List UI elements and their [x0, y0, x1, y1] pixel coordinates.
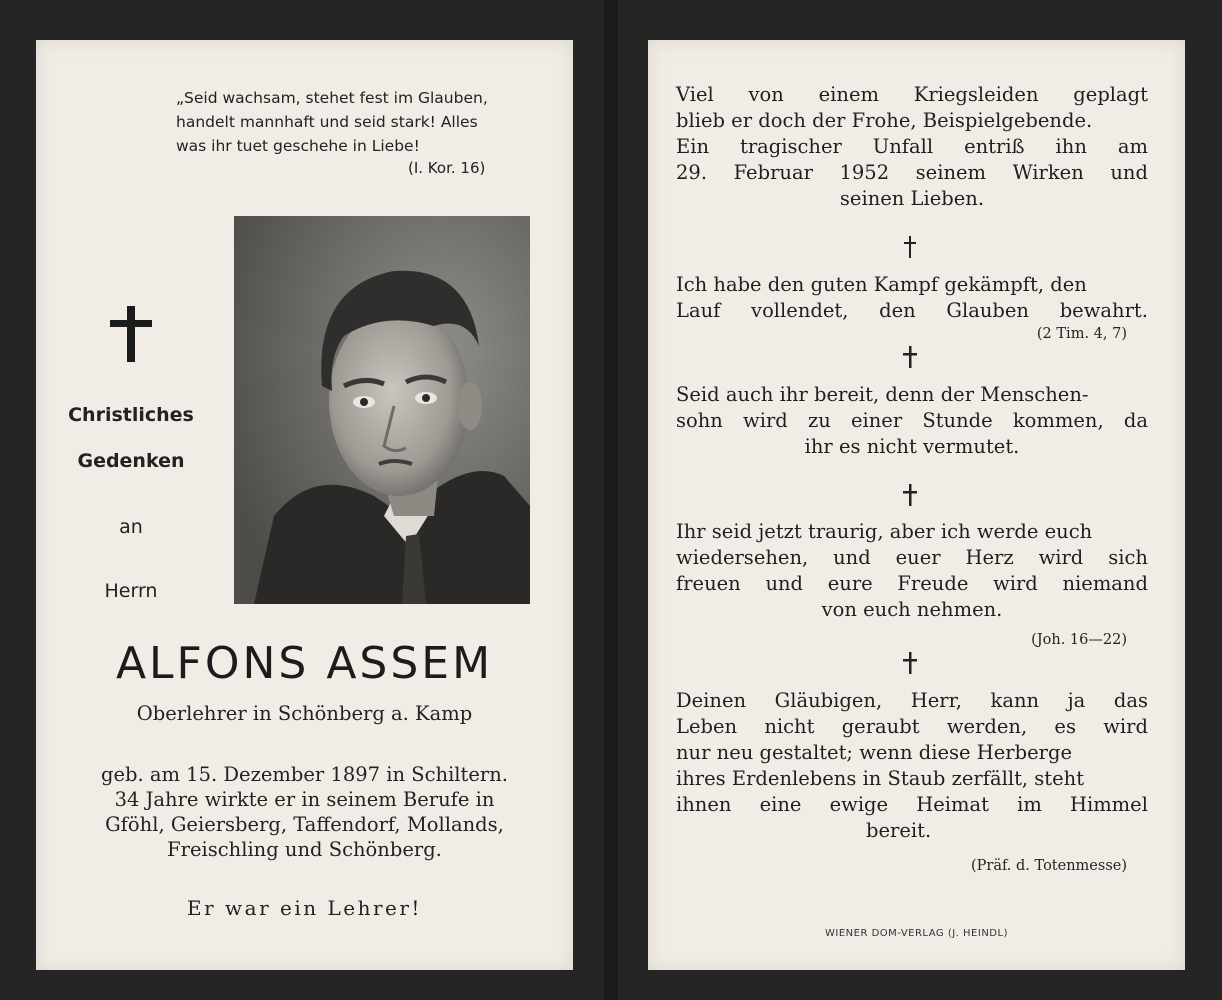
word: am [1117, 135, 1148, 158]
word: Gläubigen, [774, 689, 883, 712]
word: einer [850, 409, 903, 432]
occupation: Oberlehrer in Schönberg a. Kamp [136, 702, 473, 725]
motto-line: handelt mannhaft und seid stark! Alles [176, 113, 478, 131]
portrait-photo [234, 216, 530, 604]
word: freuen [676, 572, 741, 595]
heading-gedenken: Gedenken [77, 450, 185, 472]
word: Ein [676, 135, 710, 158]
text-line [676, 688, 1148, 714]
word: eine [759, 793, 802, 816]
word: von euch nehmen. [821, 598, 1003, 621]
word: vollendet, [751, 299, 849, 322]
word: Viel [676, 83, 714, 106]
word: seinen Lieben. [839, 187, 985, 210]
right-panel [648, 40, 1185, 970]
word: nicht [764, 715, 815, 738]
quote-totenmesse-reference: (Präf. d. Totenmesse) [970, 858, 1127, 874]
word: eure [827, 572, 873, 595]
word: Kriegsleiden [913, 83, 1039, 106]
text-line [676, 740, 1148, 766]
word: kommen, [1012, 409, 1104, 432]
word: Seid auch ihr bereit, denn der Menschen- [676, 383, 1089, 406]
word: entriß [964, 135, 1025, 158]
word: zu [807, 409, 831, 432]
heading-christliches: Christliches [68, 404, 194, 426]
word: 29. [676, 161, 708, 184]
cross-icon [902, 652, 918, 674]
text-line [676, 134, 1148, 160]
word: Ihr seid jetzt traurig, aber ich werde euch [676, 520, 1093, 543]
word: geraubt [841, 715, 920, 738]
word: blieb er doch der Frohe, Beispielgebende. [676, 109, 1093, 132]
text-line [676, 186, 1148, 212]
word: ewige [829, 793, 889, 816]
word: tragischer [739, 135, 842, 158]
motto-line: „Seid wachsam, stehet fest im Glauben, [176, 89, 488, 107]
text-line [676, 766, 1148, 792]
text-line [676, 160, 1148, 186]
text-line [676, 571, 1148, 597]
word: das [1113, 689, 1148, 712]
word: Deinen [676, 689, 747, 712]
left-panel [36, 40, 573, 970]
word: geplagt [1073, 83, 1148, 106]
quote-tim-reference: (2 Tim. 4, 7) [1036, 326, 1127, 342]
word: Herr, [910, 689, 962, 712]
word: bewahrt. [1059, 299, 1148, 322]
bio-line: Freischling und Schönberg. [167, 838, 442, 861]
heading-herrn: Herrn [104, 580, 158, 602]
text-line [676, 298, 1148, 324]
word: kann [990, 689, 1040, 712]
publisher-imprint: WIENER DOM-VERLAG (J. HEINDL) [825, 928, 1008, 939]
word: wird [743, 409, 788, 432]
word: den [879, 299, 916, 322]
cross-icon [902, 236, 918, 258]
text-line [676, 818, 1148, 844]
word: ihr es nicht vermutet. [804, 435, 1020, 458]
word: Februar [733, 161, 813, 184]
word: im [1017, 793, 1042, 816]
text-line [676, 82, 1148, 108]
word: Himmel [1069, 793, 1148, 816]
text-line [676, 408, 1148, 434]
motto-line: was ihr tuet geschehe in Liebe! [176, 137, 420, 155]
word: Heimat [916, 793, 989, 816]
word: und [765, 572, 804, 595]
word: ihn [1055, 135, 1087, 158]
biography [58, 762, 551, 862]
text-line [676, 108, 1148, 134]
text-line [676, 519, 1148, 545]
word: nur neu gestaltet; wenn diese Herberge [676, 741, 1072, 764]
text-line [676, 382, 1148, 408]
word: und [1110, 161, 1148, 184]
word: Wirken [1012, 161, 1084, 184]
large-cross-icon [110, 306, 152, 362]
bio-line: geb. am 15. Dezember 1897 in Schiltern. [100, 763, 509, 786]
paragraph-accident [676, 82, 1148, 212]
word: niemand [1062, 572, 1148, 595]
word: ihnen [676, 793, 732, 816]
deceased-name: ALFONS ASSEM [115, 638, 494, 689]
word: sohn [676, 409, 723, 432]
word: 1952 [839, 161, 890, 184]
quote-totenmesse [676, 688, 1148, 844]
quote-menschensohn [676, 382, 1148, 460]
word: ja [1067, 689, 1086, 712]
word: Glauben [946, 299, 1029, 322]
word: wird [1038, 546, 1084, 569]
word: wird [993, 572, 1038, 595]
word: seinem [915, 161, 987, 184]
closing-line: Er war ein Lehrer! [187, 896, 422, 920]
motto-reference: (I. Kor. 16) [408, 159, 486, 177]
motto-quote [176, 86, 536, 158]
word: Stunde [922, 409, 993, 432]
quote-joh-reference: (Joh. 16—22) [1031, 632, 1127, 648]
word: bereit. [866, 819, 932, 842]
word: einem [818, 83, 879, 106]
word: da [1123, 409, 1148, 432]
card-fold [604, 0, 618, 1000]
cross-icon [902, 484, 918, 506]
word: Leben [676, 715, 738, 738]
text-line [676, 434, 1148, 460]
text-line [676, 792, 1148, 818]
quote-tim [676, 272, 1148, 324]
word: von [748, 83, 784, 106]
text-line [676, 597, 1148, 623]
text-line [676, 545, 1148, 571]
bio-line: Gföhl, Geiersberg, Taffendorf, Mollands, [105, 813, 504, 836]
text-line [676, 714, 1148, 740]
word: ihres Erdenlebens in Staub zerfällt, steht [676, 767, 1085, 790]
word: und [833, 546, 871, 569]
text-line [676, 272, 1148, 298]
word: wiedersehen, [676, 546, 809, 569]
heading-an: an [119, 516, 143, 538]
word: werden, [946, 715, 1028, 738]
word: Herz [965, 546, 1014, 569]
word: Lauf [676, 299, 721, 322]
bio-line: 34 Jahre wirkte er in seinem Berufe in [114, 788, 495, 811]
word: Ich habe den guten Kampf gekämpft, den [676, 273, 1087, 296]
quote-joh [676, 519, 1148, 623]
word: es [1054, 715, 1076, 738]
word: euer [895, 546, 941, 569]
word: Unfall [872, 135, 934, 158]
cross-icon [902, 346, 918, 368]
word: sich [1108, 546, 1148, 569]
word: Freude [897, 572, 969, 595]
word: wird [1103, 715, 1148, 738]
